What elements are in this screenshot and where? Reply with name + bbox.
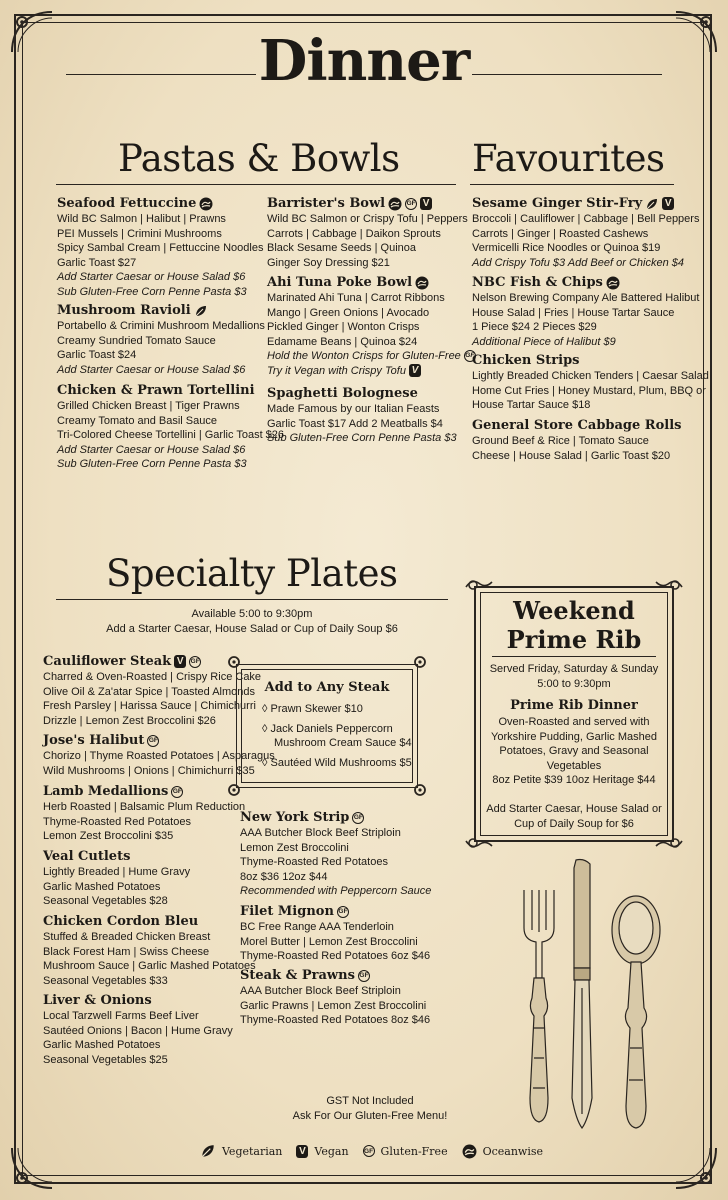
item-line: Tri-Colored Cheese Tortellini | Garlic Toast $26 [57,429,285,441]
item-name: General Store Cabbage Rolls [472,418,682,433]
box-corner-icon [406,654,428,676]
steak-addon-item: ◊ Jack Daniels Peppercorn [262,722,393,735]
item-line: Sautéed Onions | Bacon | Hume Gravy [43,1024,233,1037]
item-name: Chicken Strips [472,353,580,368]
item-line: Cheese | House Salad | Garlic Toast $20 [472,449,671,462]
item-line: Add Starter Caesar, House Salad or [486,803,662,815]
menu-item-cabbage-rolls [472,417,681,463]
item-name: Jose's Halibut [43,733,145,748]
item-note: Try it Vegan with Crispy Tofu [267,364,406,377]
item-line: Seasonal Vegetables $28 [43,895,168,907]
vegetarian-leaf-icon [645,197,659,211]
oceanwise-icon [199,197,213,211]
item-line: Olive Oil & Za'atar Spice | Toasted Almonds [43,685,256,698]
item-line: Black Forest Ham | Swiss Cheese [43,945,210,958]
served-days: Served Friday, Saturday & Sunday [489,663,659,675]
item-line: Charred & Oven-Roasted | Crispy Rice Cake [43,671,262,683]
specialty-intro [56,607,448,636]
item-note: Recommended with Peppercorn Sauce [240,885,432,897]
item-line: Thyme-Roasted Red Potatoes 8oz $46 [240,1014,431,1026]
legend [200,1143,543,1159]
item-line: Home Cut Fries | Honey Mustard, Plum, BBQ or [472,384,706,397]
oceanwise-icon [388,197,402,211]
steak-addons-title: Add to Any Steak [264,680,390,695]
item-line: Portabello & Crimini Mushroom Medallions [57,320,265,332]
box-corner-icon [654,830,684,852]
item-note: Add Starter Caesar or House Salad $6 [57,443,246,456]
vegan-icon: V [662,197,674,210]
item-line: Wild BC Salmon | Halibut | Prawns [57,213,226,225]
menu-item-steak-prawns [240,967,430,1028]
item-line: Ground Beef & Rice | Tomato Sauce [472,435,649,447]
item-line: Morel Butter | Lemon Zest Broccolini [240,935,418,948]
item-line: Potatoes, Gravy and Seasonal Vegetables [499,745,649,772]
footer-gst: GST Not Included [326,1095,414,1107]
gluten-free-icon: GF [363,1145,375,1157]
section-rule [56,184,456,185]
item-line: Herb Roasted | Balsamic Plum Reduction [43,801,246,813]
item-line: Drizzle | Lemon Zest Broccolini $26 [43,714,216,727]
item-name: Cauliflower Steak [43,654,172,669]
item-line: Seasonal Vegetables $33 [43,974,168,987]
item-line: Thyme-Roasted Red Potatoes [240,856,388,868]
item-note: Hold the Wonton Crisps for Gluten-Free [267,350,461,362]
item-name: Ahi Tuna Poke Bowl [267,275,413,290]
item-name: New York Strip [240,810,350,825]
item-line: Seasonal Vegetables $25 [43,1053,168,1066]
menu-item-new-york-strip [240,809,431,899]
item-name: Seafood Fettuccine [57,196,197,211]
box-corner-icon [464,576,494,598]
served-hours: 5:00 to 9:30pm [537,677,611,690]
steak-addon-item: Mushroom Cream Sauce $4 [274,737,412,749]
section-rule [470,184,674,185]
item-line: Lemon Zest Broccolini $35 [43,830,174,842]
item-line: Garlic Mashed Potatoes [43,1039,161,1051]
item-line: Garlic Toast $27 [57,256,137,269]
item-line: Local Tarzwell Farms Beef Liver [43,1010,199,1022]
item-line: Garlic Prawns | Lemon Zest Broccolini [240,999,427,1012]
footer-notes [200,1094,540,1123]
menu-item-lamb-medallions [43,783,245,844]
item-line: PEI Mussels | Crimini Mushrooms [57,227,222,240]
item-line: Spicy Sambal Cream | Fettuccine Noodles [57,242,264,254]
oceanwise-icon [415,276,429,290]
item-line: AAA Butcher Block Beef Striploin [240,827,401,839]
item-line: Mango | Green Onions | Avocado [267,306,430,319]
vegan-icon: V [296,1145,308,1158]
item-line: Edamame Beans | Quinoa $24 [267,335,418,348]
title-rule-right [472,74,662,75]
item-line: Stuffed & Breaded Chicken Breast [43,931,211,943]
gluten-free-icon: GF [358,970,370,982]
box-corner-icon [226,654,248,676]
item-line: Pickled Ginger | Wonton Crisps [267,321,420,333]
menu-item-filet-mignon [240,903,430,964]
prime-rib-prices: 8oz Petite $39 10oz Heritage $44 [492,774,656,786]
menu-item-sesame-ginger-stir-fry [472,195,699,270]
item-line: Chorizo | Thyme Roasted Potatoes | Asparagus [43,750,275,762]
item-line: Yorkshire Pudding, Garlic Mashed [491,730,657,743]
prime-rib-served [474,662,674,691]
page-title: Dinner [258,28,470,94]
menu-item-chicken-strips [472,352,709,413]
item-name: Barrister's Bowl [267,196,386,211]
prime-rib-title-line: Weekend [513,596,635,625]
item-line: Vermicelli Rice Noodles or Quinoa $19 [472,242,661,254]
gluten-free-icon: GF [464,350,476,362]
prime-rib-rule [492,656,656,657]
section-title-pastas: Pastas & Bowls [118,137,400,180]
item-line: Creamy Sundried Tomato Sauce [57,334,216,347]
specialty-hours: Available 5:00 to 9:30pm [191,608,313,620]
item-line: Creamy Tomato and Basil Sauce [57,414,217,427]
item-line: Wild Mushrooms | Onions | Chimichurri $35 [43,764,255,777]
item-line: Lightly Breaded | Hume Gravy [43,866,191,878]
item-line: Mushroom Sauce | Garlic Mashed Potatoes [43,960,256,972]
menu-item-barristers-bowl [267,195,468,270]
item-line: Fresh Parsley | Harissa Sauce | Chimichurri [43,700,256,712]
specialty-addon: Add a Starter Caesar, House Salad or Cup of Daily Soup $6 [106,622,398,635]
item-line: Cup of Daily Soup for $6 [514,817,634,830]
gluten-free-icon: GF [337,906,349,918]
item-line: Nelson Brewing Company Ale Battered Halibut [472,292,700,304]
box-corner-icon [226,776,248,798]
item-note: Add Starter Caesar or House Salad $6 [57,363,246,376]
prime-rib-addon [474,802,674,831]
menu-item-chicken-prawn-tortellini [57,382,284,472]
menu-item-ahi-tuna-poke-bowl [267,274,476,378]
item-name: Veal Cutlets [43,849,131,864]
menu-item-nbc-fish-chips [472,274,699,349]
title-rule-left [66,74,256,75]
steak-addon-item: ◊ Prawn Skewer $10 [262,703,363,715]
item-line: Marinated Ahi Tuna | Carrot Ribbons [267,292,445,304]
steak-addon-item: ◊ Sautéed Wild Mushrooms $5 [262,756,412,769]
prime-rib-description [474,715,674,773]
legend-vegan: Vegan [314,1144,349,1158]
oceanwise-icon [606,276,620,290]
item-line: Thyme-Roasted Red Potatoes 6oz $46 [240,950,431,962]
menu-item-chicken-cordon-bleu [43,913,256,988]
box-corner-icon [464,830,494,852]
item-line: 8oz $36 12oz $44 [240,870,328,883]
prime-rib-title-line: Prime Rib [506,625,642,654]
item-line: Oven-Roasted and served with [498,716,650,728]
item-line: Garlic Toast $17 Add 2 Meatballs $4 [267,417,443,430]
item-line: Grilled Chicken Breast | Tiger Prawns [57,400,240,412]
vegan-icon: V [420,197,432,210]
gluten-free-icon: GF [147,735,159,747]
item-line: Wild BC Salmon or Crispy Tofu | Peppers [267,213,468,225]
section-title-specialty: Specialty Plates [106,552,398,595]
item-name: NBC Fish & Chips [472,275,603,290]
gluten-free-icon: GF [189,656,201,668]
menu-item-spaghetti-bolognese [267,385,457,446]
section-rule [56,599,448,600]
item-line: House Tartar Sauce $18 [472,399,591,411]
gluten-free-icon: GF [171,786,183,798]
item-line: Garlic Toast $24 [57,349,137,361]
item-line: Made Famous by our Italian Feasts [267,403,440,415]
item-note: Add Crispy Tofu $3 Add Beef or Chicken $4 [472,256,684,269]
item-note: Sub Gluten-Free Corn Penne Pasta $3 [57,285,247,298]
cutlery-illustration-icon [510,858,678,1134]
item-line: House Salad | Fries | House Tartar Sauce [472,306,675,319]
item-note: Add Starter Caesar or House Salad $6 [57,271,246,283]
item-name: Chicken Cordon Bleu [43,914,199,929]
item-line: Black Sesame Seeds | Quinoa [267,242,416,254]
vegan-icon: V [409,364,421,377]
item-line: Garlic Mashed Potatoes [43,880,161,893]
box-corner-icon [654,576,684,598]
item-line: BC Free Range AAA Tenderloin [240,921,394,933]
item-note: Sub Gluten-Free Corn Penne Pasta $3 [267,432,457,444]
item-name: Mushroom Ravioli [57,303,191,318]
prime-rib-dinner-name: Prime Rib Dinner [510,698,638,713]
item-name: Chicken & Prawn Tortellini [57,383,255,398]
item-name: Sesame Ginger Stir-Fry [472,196,643,211]
prime-rib-title [474,596,674,654]
item-note: Additional Piece of Halibut $9 [472,335,616,348]
item-name: Liver & Onions [43,993,152,1008]
item-line: Lightly Breaded Chicken Tenders | Caesar Salad [472,370,709,382]
item-name: Spaghetti Bolognese [267,386,418,401]
menu-item-seafood-fettuccine [57,195,263,299]
item-line: 1 Piece $24 2 Pieces $29 [472,321,597,333]
item-note: Sub Gluten-Free Corn Penne Pasta $3 [57,458,247,470]
item-line: Ginger Soy Dressing $21 [267,256,390,269]
item-line: Carrots | Ginger | Roasted Cashews [472,227,649,240]
oceanwise-icon [462,1144,477,1159]
section-title-favourites: Favourites [472,137,665,180]
footer-gluten-free: Ask For Our Gluten-Free Menu! [292,1109,448,1122]
vegetarian-leaf-icon [200,1143,216,1159]
item-name: Steak & Prawns [240,968,355,983]
item-line: AAA Butcher Block Beef Striploin [240,985,401,997]
corner-flourish-icon [8,1144,56,1192]
item-name: Lamb Medallions [43,784,169,799]
item-line: Carrots | Cabbage | Daikon Sprouts [267,227,441,240]
vegetarian-leaf-icon [194,304,208,318]
gluten-free-icon: GF [352,812,364,824]
gluten-free-icon: GF [405,198,417,210]
item-line: Lemon Zest Broccolini [240,841,349,854]
item-line: Thyme-Roasted Red Potatoes [43,815,191,828]
menu-item-veal-cutlets [43,848,190,909]
menu-item-liver-onions [43,992,233,1067]
steak-addon-list [262,702,412,770]
corner-flourish-icon [672,1144,720,1192]
legend-gluten-free: Gluten-Free [380,1144,448,1158]
menu-item-mushroom-ravioli [57,302,265,377]
box-corner-icon [406,776,428,798]
item-name: Filet Mignon [240,904,334,919]
legend-vegetarian: Vegetarian [222,1144,283,1158]
vegan-icon: V [174,655,186,668]
legend-oceanwise: Oceanwise [482,1144,543,1158]
item-line: Broccoli | Cauliflower | Cabbage | Bell Peppers [472,213,700,225]
